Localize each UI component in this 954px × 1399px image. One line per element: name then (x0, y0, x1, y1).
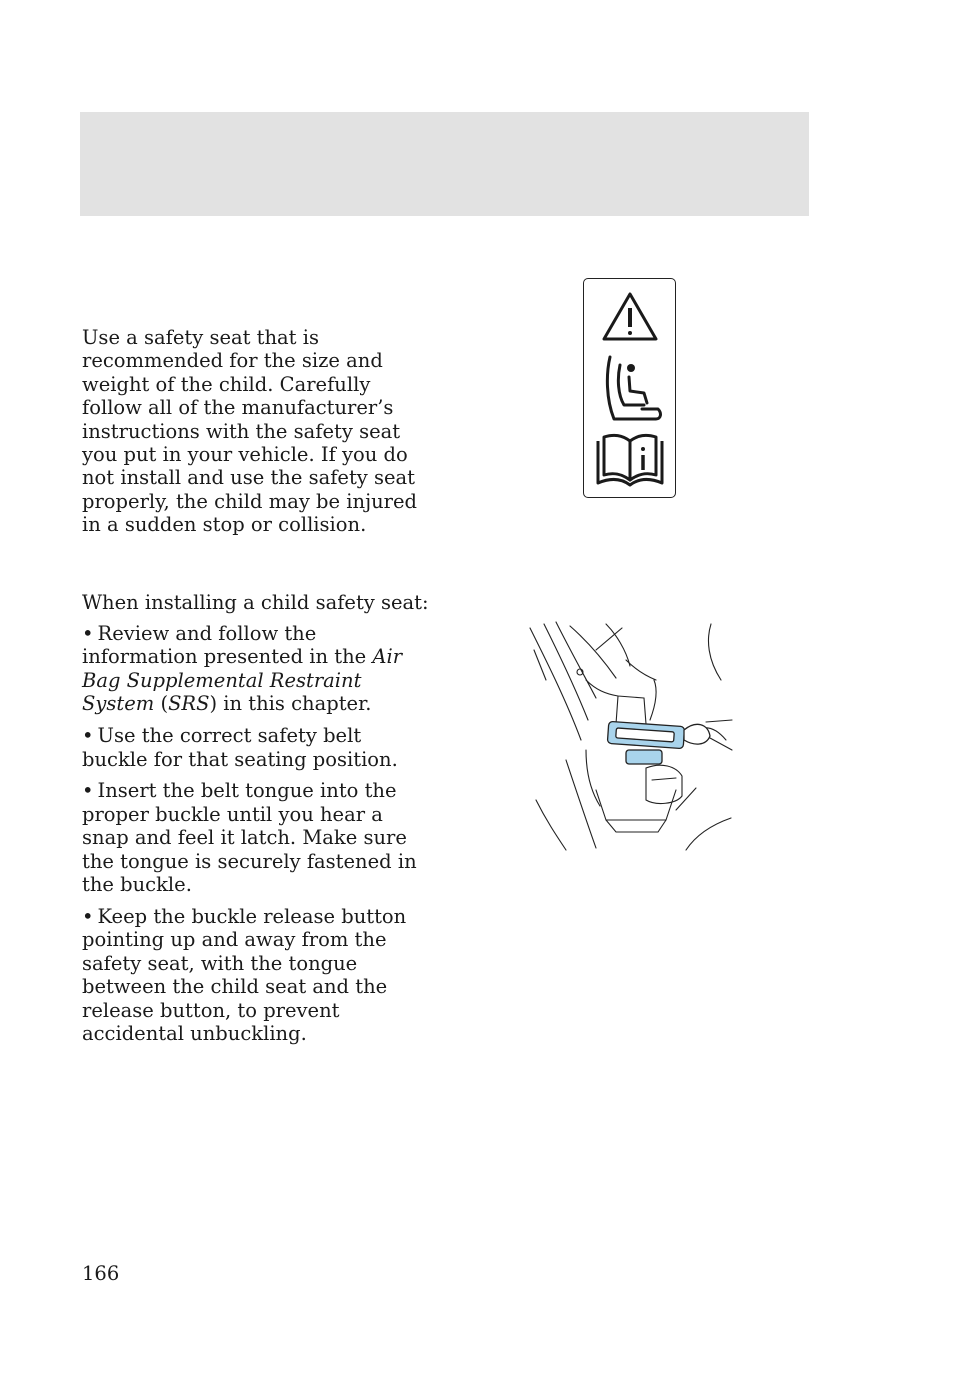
page-number: 166 (82, 1262, 120, 1285)
list-item (82, 905, 432, 1045)
bullet-text: Review and follow the information presented in the (82, 622, 373, 669)
header-band (80, 112, 809, 216)
bullet-text: Keep the buckle release button pointing up and away from the safety seat, with the tongue between the child seat and the release button, to prevent accidental unbuckling. (82, 904, 407, 1045)
child-seat-icon (607, 357, 660, 419)
bullet-dot: • (82, 622, 94, 645)
bullet-italic-reference: Air Bag Supplemental Restraint System (82, 645, 403, 716)
bullet-text: ( (154, 692, 169, 716)
list-item (82, 622, 432, 716)
list-item (82, 779, 432, 896)
installation-bullet-list (82, 622, 432, 1054)
bullet-text: Use the correct safety belt buckle for that seating position. (82, 724, 398, 771)
installing-intro: When installing a child safety seat: (82, 591, 429, 614)
buckle-illustration (526, 620, 734, 852)
owner-manual-info-icon (598, 435, 662, 485)
bullet-text: ) in this chapter. (209, 692, 372, 716)
list-item (82, 724, 432, 771)
warning-triangle-icon (604, 294, 656, 339)
intro-paragraph: Use a safety seat that is recommended for the size and weight of the child. Carefully follow all of the manufacturer’s instructions with the safety seat you put in your vehicle. If you do not install and use the safety seat properly, the child may be injured in a sudden stop or collision. (82, 326, 418, 537)
bullet-dot: • (82, 724, 94, 748)
bullet-dot: • (82, 779, 94, 803)
warning-symbol-box (583, 278, 676, 498)
bullet-italic-abbrev: SRS (168, 692, 210, 716)
bullet-dot: • (82, 904, 94, 928)
bullet-text: Insert the belt tongue into the proper buckle until you hear a snap and feel it latch. Make sure the tongue is securely fastened in the buckle. (82, 779, 417, 897)
